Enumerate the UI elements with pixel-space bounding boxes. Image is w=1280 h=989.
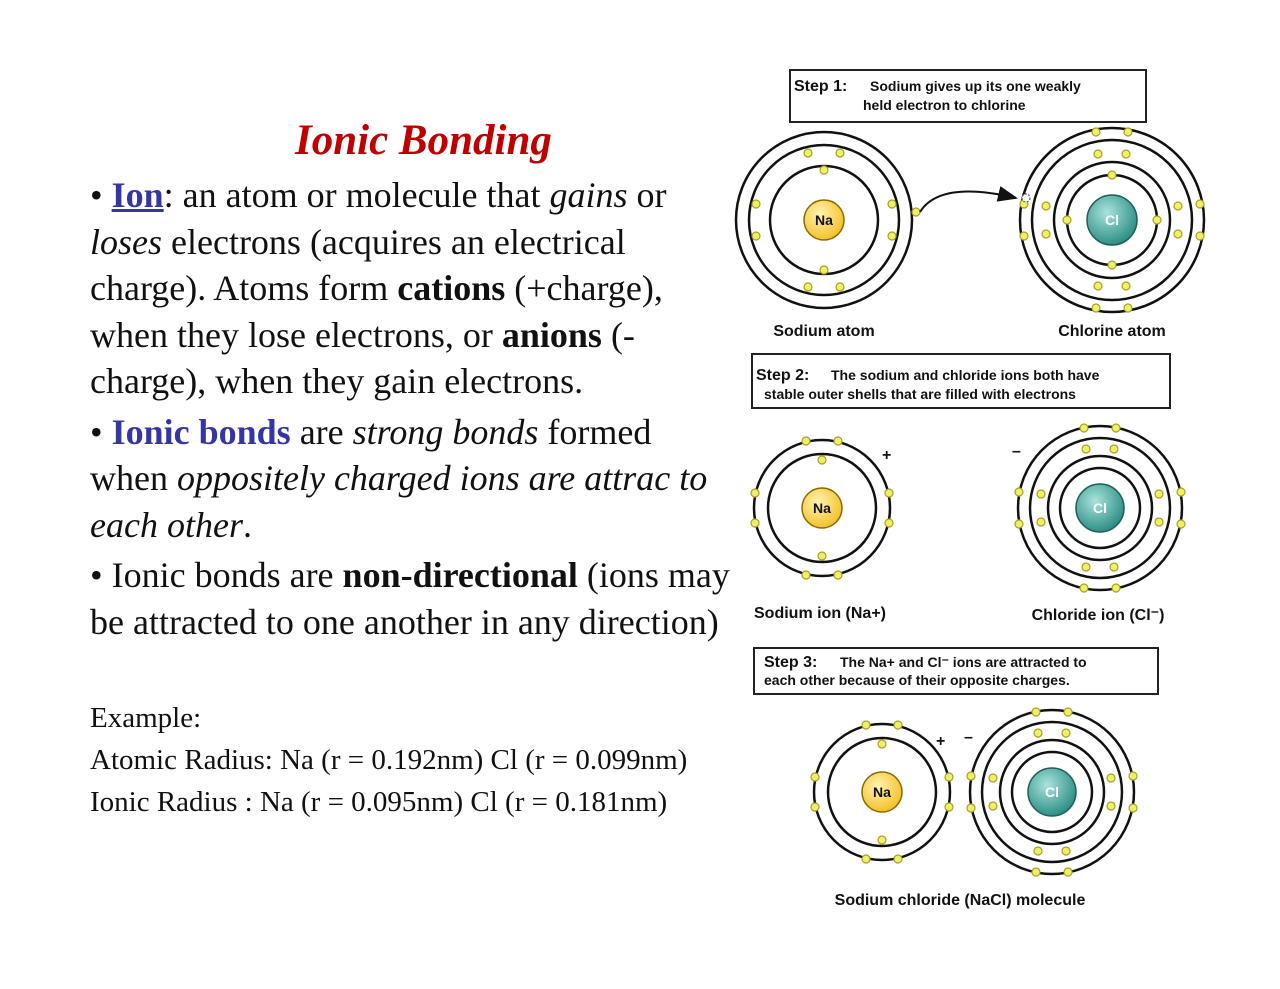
plus-charge: + <box>936 733 946 750</box>
term-cations: cations <box>397 268 506 308</box>
svg-text:Step 1: <box>794 78 847 95</box>
step2-line2: stable outer shells that are filled with electrons <box>764 386 1076 402</box>
nacl-molecule <box>811 708 1137 876</box>
transfer-arrow <box>920 192 1016 212</box>
ionic-bond-diagram <box>716 62 1208 922</box>
text-loses: loses <box>90 221 162 262</box>
na-label: Na <box>813 500 831 516</box>
step1-label: Step 1: <box>794 78 848 95</box>
molecule-label: Sodium chloride (NaCl) molecule <box>834 892 1086 909</box>
na-label: Na <box>873 784 891 800</box>
chloride-ion-label: Chloride ion (Cl⁻) <box>1031 607 1165 624</box>
text-strong-bonds: strong bonds <box>352 411 539 452</box>
minus-charge: – <box>1012 443 1021 460</box>
minus-charge: – <box>964 729 973 746</box>
text-span: . <box>242 504 252 545</box>
ionic-radius-line: Ionic Radius : Na (r = 0.095nm) Cl (r = 0.181nm) <box>90 786 668 818</box>
text-span: formed when <box>90 411 652 498</box>
diagram-svg <box>716 62 1208 922</box>
bullet-ionic-bonds <box>90 409 730 549</box>
text-gains: gains <box>549 175 628 215</box>
sodium-atom <box>736 132 920 308</box>
step3-line1: The Na+ and Cl⁻ ions are attracted to <box>840 654 1087 670</box>
step1-box <box>790 70 1146 122</box>
chlorine-atom <box>1020 128 1204 312</box>
step1-line1: Sodium gives up its one weakly <box>870 78 1081 94</box>
example-block <box>90 697 687 823</box>
sodium-atom-label: Sodium atom <box>773 323 875 340</box>
step2-label: Step 2: <box>756 367 810 384</box>
cl-label: Cl <box>1045 784 1059 800</box>
term-anions: anions <box>501 314 602 355</box>
atomic-radius-line: Atomic Radius: Na (r = 0.192nm) Cl (r = 0.099nm) <box>90 744 688 776</box>
chloride-ion <box>1012 424 1185 592</box>
text-span: : an atom or molecule that <box>163 175 550 215</box>
text-span: electrons (acquires an electrical charge). Atoms form <box>90 221 626 308</box>
bullet-ion <box>90 172 730 405</box>
text-span: Ionic bonds are <box>102 555 343 595</box>
text-oppositely-charged: oppositely charged ions are attrac to each other <box>90 458 708 545</box>
bullet-marker: • <box>90 175 103 215</box>
text-span: (+charge), when they lose electrons, or <box>90 268 663 355</box>
term-non-directional: non-directional <box>342 555 578 595</box>
bullet-non-directional <box>90 552 730 645</box>
bullet-list <box>90 172 730 645</box>
cl-label: Cl <box>1105 212 1119 228</box>
term-ion: Ion <box>111 175 164 215</box>
text-span: are <box>290 411 353 452</box>
na-label: Na <box>815 212 833 228</box>
sodium-ion <box>751 437 893 579</box>
text-span: or <box>627 175 667 215</box>
plus-charge: + <box>882 447 892 464</box>
chlorine-atom-label: Chlorine atom <box>1058 323 1166 340</box>
bullet-marker: • <box>90 411 103 452</box>
step2-line1: The sodium and chloride ions both have <box>831 367 1100 383</box>
term-ionic-bonds: Ionic bonds <box>111 411 291 452</box>
step1-line2: held electron to chlorine <box>863 97 1026 113</box>
step2-box <box>752 354 1170 408</box>
slide-title: Ionic Bonding <box>295 117 552 164</box>
text-span: (- charge), when they gain electrons. <box>90 314 635 401</box>
step3-line2: each other because of their opposite charges. <box>764 672 1070 688</box>
step3-box <box>754 648 1158 694</box>
example-label: Example: <box>90 702 202 734</box>
sodium-ion-label: Sodium ion (Na+) <box>754 605 886 622</box>
cl-label: Cl <box>1093 500 1107 516</box>
bullet-marker: • <box>90 555 103 595</box>
step3-label: Step 3: <box>764 654 818 671</box>
text-span: (ions may be attracted to one another in any direction) <box>90 555 730 642</box>
